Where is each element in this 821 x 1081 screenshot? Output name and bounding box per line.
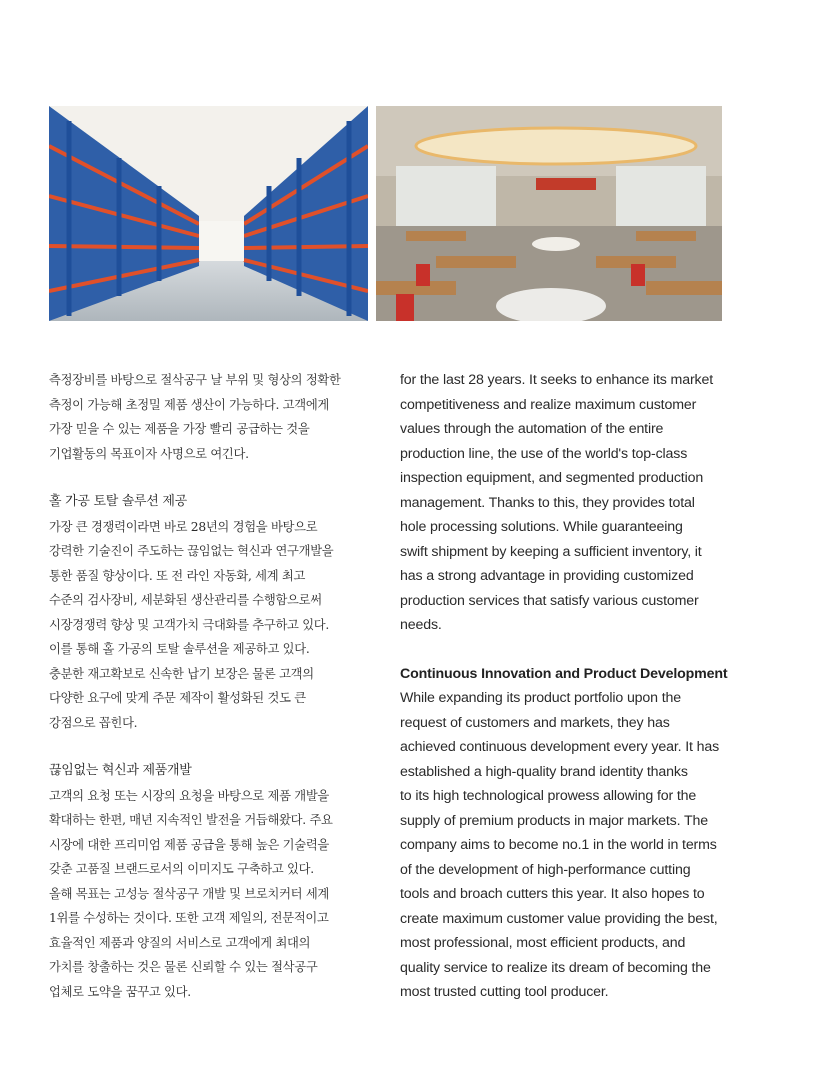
text-line: management. Thanks to this, they provides total: [400, 494, 695, 511]
text-line: of the development of high-performance cutting: [400, 861, 691, 878]
text-line: quality service to realize its dream of becoming the: [400, 959, 711, 976]
korean-section1-paragraph: [49, 515, 379, 736]
text-line: tools and broach cutters this year. It also hopes to: [400, 886, 705, 902]
cafeteria-photo: [376, 106, 722, 321]
text-line: 강점으로 꼽힌다.: [49, 715, 138, 730]
text-line: 기업활동의 목표이자 사명으로 여긴다.: [49, 446, 249, 461]
text-line: 측정장비를 바탕으로 절삭공구 날 부위 및 형상의 정확한: [49, 373, 341, 387]
text-line: achieved continuous development every year. It has: [400, 739, 720, 755]
text-line: most professional, most efficient products, and: [400, 935, 686, 951]
text-line: 확대하는 한편, 매년 지속적인 발전을 거듭해왔다. 주요: [49, 813, 333, 827]
text-line: needs.: [400, 617, 442, 633]
text-line: 충분한 재고확보로 신속한 납기 보장은 물론 고객의: [49, 666, 314, 681]
text-line: swift shipment by keeping a sufficient inventory, it: [400, 543, 702, 560]
text-line: 갖춘 고품질 브랜드로서의 이미지도 구축하고 있다.: [49, 862, 314, 876]
korean-intro-paragraph: [49, 368, 379, 466]
text-line: company aims to become no.1 in the world in terms: [400, 837, 717, 853]
text-line: 수준의 검사장비, 세분화된 생산관리를 수행함으로써: [49, 593, 322, 607]
text-line: create maximum customer value providing the best,: [400, 910, 718, 927]
text-line: 강력한 기술진이 주도하는 끊임없는 혁신과 연구개발을: [49, 544, 334, 558]
text-line: request of customers and markets, they has: [400, 714, 670, 731]
text-line: 측정이 가능해 초정밀 제품 생산이 가능하다. 고객에게: [49, 397, 329, 412]
text-line: 가장 믿을 수 있는 제품을 가장 빨리 공급하는 것을: [49, 422, 310, 436]
text-line: 가장 큰 경쟁력이라면 바로 28년의 경험을 바탕으로: [49, 519, 318, 534]
english-intro-paragraph: [400, 368, 730, 638]
text-line: production line, the use of the world's top-class: [400, 445, 688, 462]
text-line: While expanding its product portfolio upon the: [400, 690, 681, 706]
english-section-paragraph: [400, 686, 730, 1005]
english-section-title: Continuous Innovation and Product Development: [400, 665, 728, 682]
text-line: 시장경쟁력 향상 및 고객가치 극대화를 추구하고 있다.: [49, 617, 329, 632]
text-line: established a high-quality brand identity thanks: [400, 763, 688, 780]
text-line: 시장에 대한 프리미엄 제품 공급을 통해 높은 기술력을: [49, 837, 329, 852]
korean-section2-paragraph: [49, 784, 379, 1005]
korean-section2-title: 끊임없는 혁신과 제품개발: [49, 763, 192, 778]
text-line: 업체로 도약을 꿈꾸고 있다.: [49, 984, 191, 999]
text-line: values through the automation of the entire: [400, 421, 664, 437]
warehouse-photo: [49, 106, 368, 321]
text-line: 가치를 창출하는 것은 물론 신뢰할 수 있는 절삭공구: [49, 960, 318, 974]
text-line: hole processing solutions. While guaranteeing: [400, 519, 683, 535]
text-line: for the last 28 years. It seeks to enhance its market: [400, 372, 714, 388]
text-line: most trusted cutting tool producer.: [400, 984, 609, 1000]
text-line: inspection equipment, and segmented production: [400, 470, 704, 486]
korean-section1-title: 홀 가공 토탈 솔루션 제공: [49, 494, 187, 509]
korean-column: [49, 368, 379, 1004]
text-line: 고객의 요청 또는 시장의 요청을 바탕으로 제품 개발을: [49, 788, 329, 803]
text-line: 이를 통해 홀 가공의 토탈 솔루션을 제공하고 있다.: [49, 642, 310, 656]
text-line: has a strong advantage in providing customized: [400, 568, 694, 584]
english-column: [400, 368, 730, 1005]
text-line: 효율적인 제품과 양질의 서비스로 고객에게 최대의: [49, 935, 311, 950]
text-line: production services that satisfy various customer: [400, 592, 699, 609]
text-line: 다양한 요구에 맞게 주문 제작이 활성화된 것도 큰: [49, 691, 306, 705]
text-line: competitiveness and realize maximum customer: [400, 396, 697, 413]
text-line: 1위를 수성하는 것이다. 또한 고객 제일의, 전문적이고: [49, 911, 329, 925]
text-line: 통한 품질 향상이다. 또 전 라인 자동화, 세계 최고: [49, 568, 306, 583]
text-line: to its high technological prowess allowing for the: [400, 788, 697, 804]
text-line: supply of premium products in major markets. The: [400, 812, 708, 829]
text-line: 올해 목표는 고성능 절삭공구 개발 및 브로치커터 세계: [49, 886, 329, 901]
